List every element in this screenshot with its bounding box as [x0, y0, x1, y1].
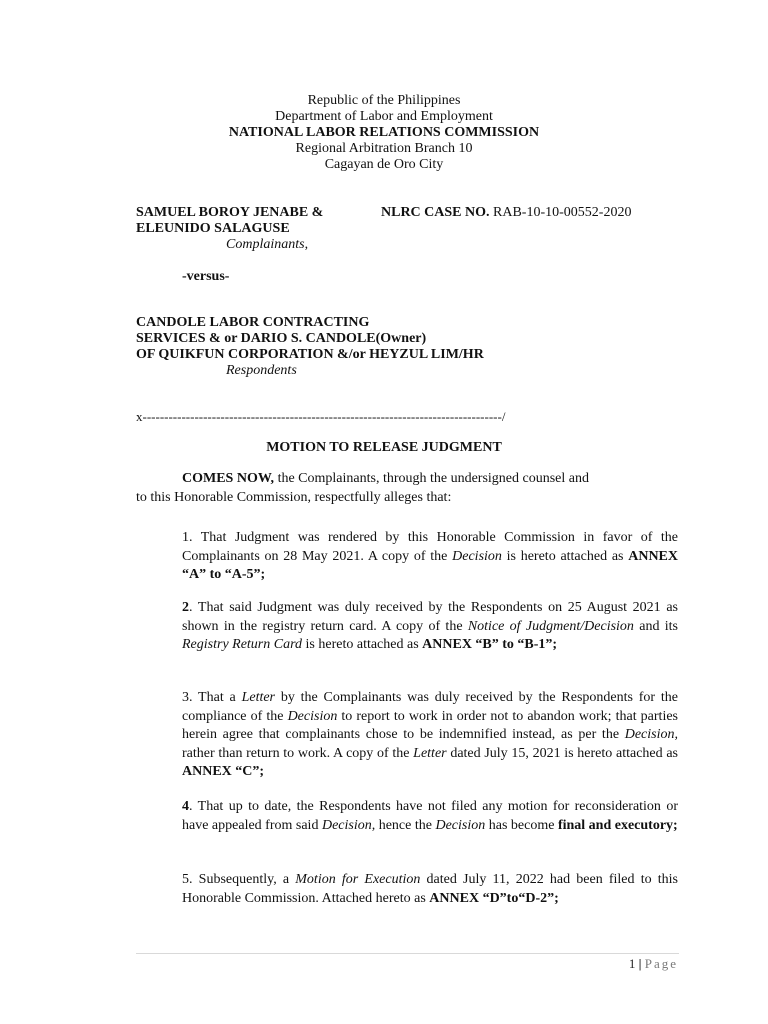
intro-line2: to this Honorable Commission, respectfully alleges that:	[136, 490, 452, 505]
header-branch: Regional Arbitration Branch 10	[295, 141, 473, 156]
footer-rule	[136, 953, 679, 954]
header-republic: Republic of the Philippines	[307, 93, 461, 108]
case-number: RAB-10-10-00552-2020	[493, 205, 632, 220]
annex-c: ANNEX “C”;	[182, 764, 265, 779]
case-number-line	[381, 205, 631, 221]
paragraph-5: 5. Subsequently, a Motion for Execution dated July 11, 2022 had been filed to this Honorable Commission. Attached hereto as ANNEX “D”to“D-2”;	[182, 872, 678, 906]
respondents-label: Respondents	[226, 363, 297, 378]
respondent-name-line3: OF QUIKFUN CORPORATION &/or HEYZUL LIM/HR	[136, 347, 484, 362]
header-department: Department of Labor and Employment	[275, 109, 493, 124]
intro-line1: COMES NOW, the Complainants, through the undersigned counsel and	[182, 471, 590, 486]
caption-separator: x-----------------------------------------------------------------------------------/	[136, 409, 506, 424]
complainant-name-line1: SAMUEL BOROY JENABE &	[136, 205, 324, 220]
page-label: Page	[644, 956, 678, 971]
header-commission: NATIONAL LABOR RELATIONS COMMISSION	[228, 125, 540, 140]
paragraph-2: 2. That said Judgment was duly received by the Respondents on 25 August 2021 as shown in the registry return card. A copy of the Notice of Judgment/Decision and its Registry Return Card is hereto attached as ANNEX “B” to “B-1”;	[182, 600, 678, 652]
respondent-name-line2: SERVICES & or DARIO S. CANDOLE(Owner)	[136, 331, 427, 346]
paragraph-1: 1. That Judgment was rendered by this Honorable Commission in favor of the Complainants on 28 May 2021. A copy of the Decision is hereto attached as ANNEX “A” to “A-5”;	[182, 530, 678, 582]
respondent-name-line1: CANDOLE LABOR CONTRACTING	[136, 315, 370, 330]
case-label: NLRC CASE NO.	[381, 205, 490, 220]
annex-a: ANNEX “A” to “A-5”;	[182, 548, 678, 582]
annex-d: ANNEX “D”to“D-2”;	[429, 890, 559, 906]
comes-now: COMES NOW,	[182, 471, 275, 486]
complainant-name-line2: ELEUNIDO SALAGUSE	[136, 221, 290, 236]
final-executory: final and executory;	[557, 817, 678, 833]
annex-b: ANNEX “B” to “B-1”;	[422, 637, 558, 652]
motion-title: MOTION TO RELEASE JUDGMENT	[266, 440, 502, 455]
paragraph-3: 3. That a Letter by the Complainants was duly received by the Respondents for the compliance of the Decision to report to work in order not to abandon work; that parties herein agree that complainants chose to be indemnified instead, as per the Decision, rather than return to work. A copy of the Letter dated July 15, 2021 is hereto attached as ANNEX “C”;	[182, 690, 678, 779]
page-footer: 1 | Page	[628, 956, 678, 971]
page-number: 1	[628, 956, 636, 971]
versus-text: -versus-	[182, 269, 230, 284]
complainants-label: Complainants,	[226, 237, 309, 252]
paragraph-4: 4. That up to date, the Respondents have not filed any motion for reconsideration or have appealed from said Decision, hence the Decision has become final and executory;	[182, 799, 678, 833]
header-city: Cagayan de Oro City	[324, 157, 444, 172]
